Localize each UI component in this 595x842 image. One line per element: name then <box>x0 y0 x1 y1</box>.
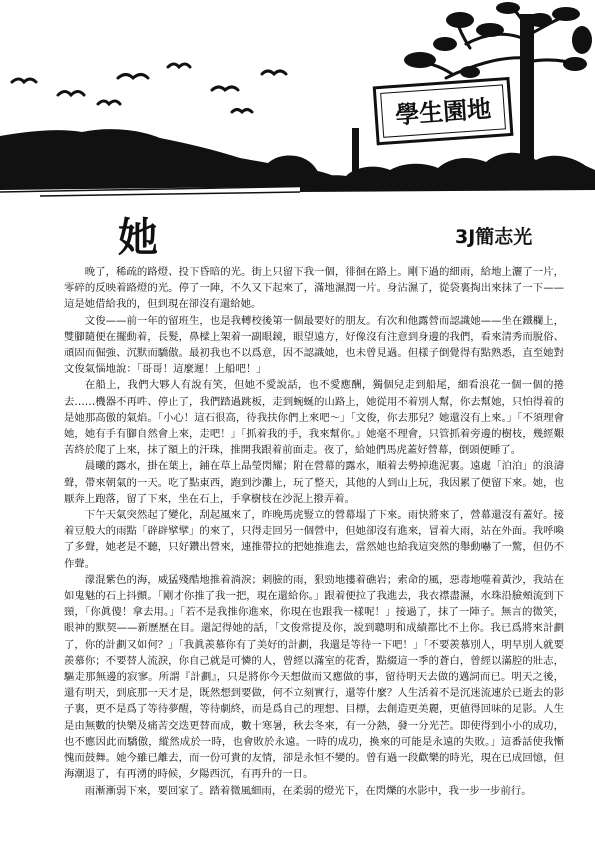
paragraph: 雨漸漸弱下來，要回家了。踏着微風細雨，在柔弱的燈光下，在閃爍的水影中，我一步一步前行。 <box>84 784 532 797</box>
paragraph: 晨曦的露水，掛在葉上，鋪在草上晶瑩閃耀；附在營幕的露水，順着去勢掉進泥裏。遠處「泊泊」的浪濤聲，帶來朝氣的一天。吃了點東西，跑到沙灘上，玩了整天，其他的人到山上玩，我因累了便留下來。她，也厭奔上跑落，留了下來，坐在石上，手拿樹枝在沙泥上撥弄着。 <box>64 460 564 505</box>
bird-icon <box>168 64 190 67</box>
bird-icon <box>262 71 286 74</box>
bird-icon <box>212 87 238 90</box>
hill-mound <box>262 156 320 180</box>
bird-icon <box>58 92 84 96</box>
bushes <box>300 153 595 192</box>
paragraph: 晚了，稀疏的路燈、投下昏暗的光。街上只留下我一個，徘徊在路上。剛下過的細雨，給地上灑了一片，零碎的反映着路燈的光。停了一陣，不久又下起來了，滿地濕潤一片。身沾濕了，從袋裏掏出來抹了一下——這是她借給我的，但到現在卻沒有還給她。 <box>64 266 564 311</box>
article-title: 她 <box>118 214 159 261</box>
header-illustration <box>0 0 595 200</box>
bird-icon <box>118 75 148 79</box>
sign-text: 學生園地 <box>394 93 493 130</box>
birds-icon <box>12 64 286 112</box>
bird-icon <box>12 79 36 82</box>
article-author: 3J簡志光 <box>455 226 533 248</box>
sign-board <box>374 79 512 144</box>
tree-leaves <box>404 2 592 78</box>
landscape-drawing <box>0 0 595 200</box>
paragraph: 下午天氣突然起了變化，刮起風來了，昨晚馬虎豎立的營幕塌了下來。雨快將來了，營幕還沒有蓋好。接着豆般大的雨點「辟辟擘擘」的來了，只得走回另一個營中，但她卻沒有進來，冒着大雨，站在外面。我呼喚了多聲，她老是不聽，只好鑽出營來，連推帶拉的把她推進去，當然她也給我這突然的舉動嚇了一驚，但仍不作聲。 <box>64 509 564 570</box>
paragraph: 濛混紫色的海，威猛殘酷地推着淌淚；刺臉的雨，狠勁地摟着礁岩；索命的風，惡毒地噬着黃沙，我站在如鬼魅的石上抖顫。「剛才你推了我一把，現在還給你。」跟着便拉了我進去，我衣襟盡濕，水珠沿臉頰流到下頸，「你眞傻！拿去用。」「若不是我推你進來，你現在也跟我一樣呢！」接過了，抹了一陣子。無言的微笑，眼神的默契——新歷歷在目。還記得她的話，「文俊常提及你，說到聰明和成績都比不上你。我已爲將來計劃了，你的計劃又如何？」「我眞羨慕你有了美好的計劃，我還是等待一下吧！」「不要羨慕別人，明早別人就要羨慕你；不要替人流淚，你自己就是可憐的人，曾經以滿室的花香，點綴這一季的蒼白，曾經以滿腔的壯志，驅走那無邊的寂寥。所謂『計劃』，只是將你今天想做而又應做的事，留待明天去做的邁詞而已。明天之後，還有明天，到底那一天才是，既然想到要做，何不立刻實行，還等什麼？人生活着不是沉迷流連於已逝去的影子裏，更不是爲了等待夢醒，等待劇終，而是爲自己的理想、目標，去創造更美麗，更値得回味的足影。人生是由無數的快樂及痛苦交迭更替而成，數十寒暑，秋去冬來，有一分熱，發一分光芒。即使得到小小的成功，也不應因此而驕傲，縱然成於一時，也會敗於永遠。一時的成功，換來的可能是永遠的失敗。」這番話使我慚愧而鼓舞。她今雖已離去，而一份可貴的友情，卻是永恒不變的。曾有過一段歡樂的時光，現在已成回憶，但海潮退了，有再湧的時候，夕陽西沉，有再升的一日。 <box>64 573 564 781</box>
bird-icon <box>232 110 252 113</box>
bird-icon <box>98 101 120 104</box>
paragraph: 在船上，我們大夥人有說有笑，但她不愛說話，也不愛應酬，獨個兒走到船尾，細看浪花一個一個的捲去……機器不再吽、停止了，我們踏過跳板，走到蜿蜒的山路上，她從用不着別人幫，你去幫她，只怕得着的是她那高傲的氣焰。「小心！這石很高，待我扶你們上來吧〜」「文俊，你去那兒？她還沒有上來。」「不須理會她，她有手有腳自然會上來，走吧！」「抓着我的手，我來幫你。」她毫不理會，只管抓着旁邊的樹枝，幾經艱苦終於爬了上來，抹了額上的汗珠，推開我跟着前面走。夜了，給她們馬虎蓋好營幕，倒頭便睡了。 <box>64 379 564 457</box>
paragraph: 文俊——前一年的留班生，也是我轉校後第一個最要好的朋友。有次和他露營而認識她——坐在鐵欄上，雙腳隨便在擺動着，長髮，鼻樑上架着一副眼鏡，眼望遠方，好像沒有注意到身邊的我們，看來清秀而脫俗、頑固而倔強、沉默而驕傲。最初我也不以爲意，因不認識她，也未曾見過。但樣子倒覺得有點熟悉，直至她對文俊氣惱地說：「哥哥！這麼遲！上船吧！」 <box>64 314 564 376</box>
article-body <box>64 264 564 799</box>
